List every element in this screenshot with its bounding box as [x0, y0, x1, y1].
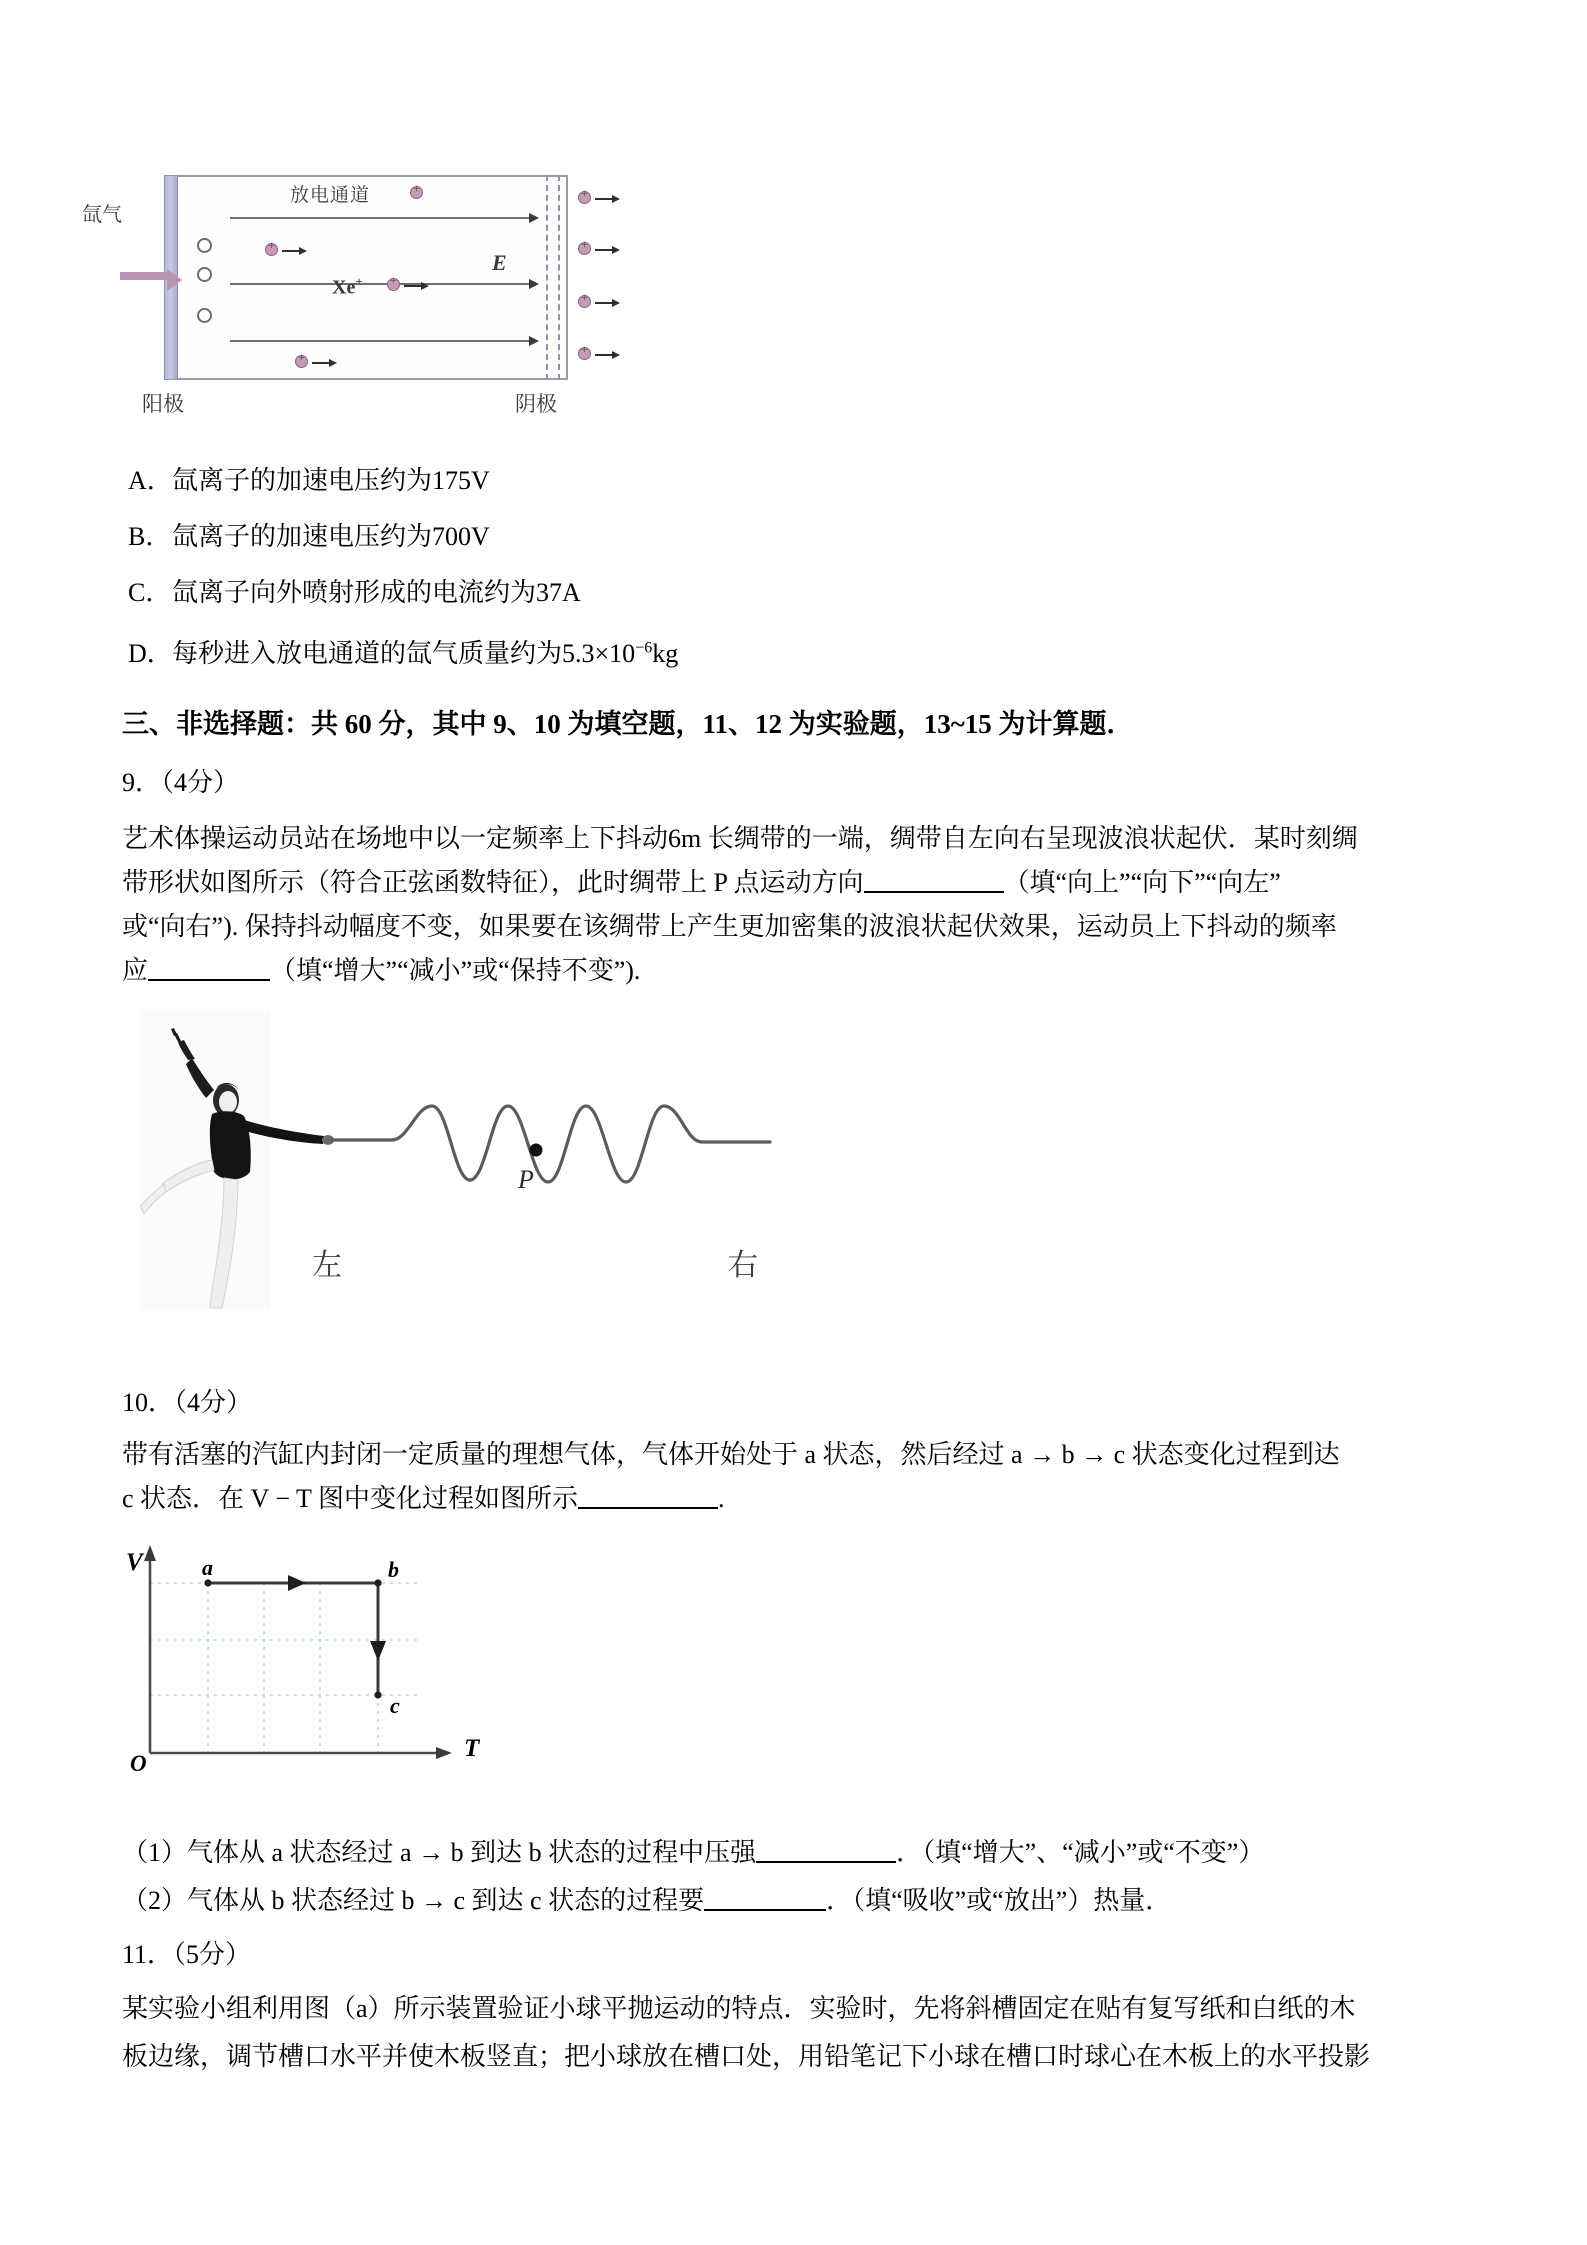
- field-line: [230, 283, 530, 285]
- question-10-line-2: [122, 1478, 1467, 1520]
- question-9-number: 9．（4分）: [122, 768, 240, 797]
- ion-particle-icon: [295, 355, 308, 368]
- state-point-b: [374, 1579, 381, 1586]
- vt-origin-label: O: [130, 1751, 147, 1776]
- cathode-grid: [546, 175, 560, 380]
- ion-particle-icon: [387, 278, 400, 291]
- question-9-line-4-pre: 应: [122, 956, 149, 985]
- anode-label: 阳极: [142, 392, 184, 416]
- gymnast-ribbon-svg: [140, 1010, 820, 1310]
- vt-x-axis-label: T: [464, 1735, 480, 1762]
- vt-graph-svg: [120, 1535, 520, 1790]
- field-line: [230, 217, 530, 219]
- question-10-sub-1-post: ．（填“增大”、“减小”或“不变”）: [896, 1838, 1265, 1867]
- exhaust-arrow: [595, 198, 613, 200]
- field-line: [230, 340, 530, 342]
- option-d-exponent: −6: [635, 639, 653, 657]
- x-axis-arrowhead: [436, 1747, 452, 1759]
- option-d-tag: D．: [128, 639, 173, 668]
- ion-particle-icon: [410, 186, 423, 199]
- vt-point-label-c: c: [390, 1693, 400, 1718]
- answer-blank-q10-0[interactable]: [578, 1481, 718, 1509]
- ion-velocity-arrow: [282, 250, 300, 252]
- option-c-text: 氙离子向外喷射形成的电流约为37A: [172, 578, 581, 607]
- ion-velocity-arrow: [404, 285, 422, 287]
- ion-velocity-arrow: [312, 362, 330, 364]
- section-heading: 三、非选择题：共 60 分，其中 9、10 为填空题，11、12 为实验题，13~15 为计算题．: [122, 709, 1134, 739]
- exhaust-ion-icon: [578, 295, 591, 308]
- vt-point-label-a: a: [202, 1555, 213, 1580]
- question-9-line-4-post: （填“增大”“减小”或“保持不变”).: [270, 956, 641, 985]
- ribbon-wave-curve: [332, 1106, 770, 1182]
- question-11-line-1: 某实验小组利用图（a）所示装置验证小球平抛运动的特点．实验时，先将斜槽固定在贴有复写纸和白纸的木: [122, 1994, 1356, 2023]
- option-d[interactable]: [128, 636, 678, 672]
- point-p-label: P: [518, 1165, 534, 1194]
- anode-hole-icon: [197, 267, 212, 282]
- question-10-line-2-pre: c 状态．在 V − T 图中变化过程如图所示: [122, 1484, 578, 1513]
- answer-blank-q9-2[interactable]: [148, 953, 270, 981]
- question-9-line-2-post: （填“向上”“向下”“向左”: [1003, 868, 1281, 897]
- electric-field-label: E: [492, 250, 507, 275]
- question-10-sub-1-pre: （1）气体从 a 状态经过 a → b 到达 b 状态的过程中压强: [122, 1838, 757, 1867]
- ion-thruster-diagram: [60, 150, 660, 416]
- exhaust-ion-icon: [578, 242, 591, 255]
- question-10-number: 10．（4分）: [122, 1388, 253, 1417]
- answer-blank-q10-2[interactable]: [704, 1883, 826, 1911]
- question-10-sub-2-pre: （2）气体从 b 状态经过 b → c 到达 c 状态的过程要: [122, 1886, 705, 1915]
- volume-temperature-graph: [120, 1535, 520, 1790]
- option-a-tag: A．: [128, 466, 173, 495]
- exhaust-arrow: [595, 354, 613, 356]
- anode-hole-icon: [197, 238, 212, 253]
- exhaust-ion-icon: [578, 191, 591, 204]
- question-10-sub-2-post: ．（填“吸收”或“放出”）热量．: [826, 1886, 1172, 1915]
- question-10-sub-2: [122, 1880, 1467, 1922]
- question-11-number: 11．（5分）: [122, 1940, 252, 1969]
- state-point-c: [374, 1691, 381, 1698]
- option-c[interactable]: [128, 575, 581, 611]
- question-10-sub-1: [122, 1832, 1467, 1874]
- question-11-line-2: 板边缘，调节槽口水平并使木板竖直；把小球放在槽口处，用铅笔记下小球在槽口时球心在木板上的水平投影: [122, 2042, 1371, 2071]
- xenon-ion-label: Xe+: [332, 274, 363, 299]
- gymnast-ribbon-figure: [140, 1010, 820, 1310]
- point-p-marker: [530, 1144, 543, 1157]
- answer-blank-q9-1[interactable]: [864, 865, 1004, 893]
- option-b-tag: B．: [128, 522, 172, 551]
- vt-y-axis-label: V: [126, 1549, 143, 1576]
- option-b-text: 氙离子的加速电压约为700V: [172, 522, 490, 551]
- question-9-line-3: 或“向右”). 保持抖动幅度不变，如果要在该绸带上产生更加密集的波浪状起伏效果，运动员上下抖动的频率: [122, 912, 1337, 941]
- question-9-line-4: [122, 950, 1467, 992]
- xenon-gas-label: 氙气: [82, 204, 122, 226]
- ribbon-right-label: 右: [728, 1248, 758, 1283]
- question-10-line-2-post: .: [717, 1484, 725, 1513]
- question-9-line-2-pre: 带形状如图所示（符合正弦函数特征），此时绸带上 P 点运动方向: [122, 868, 864, 897]
- ion-particle-icon: [265, 243, 278, 256]
- process-ab-arrowhead: [288, 1575, 306, 1591]
- vt-point-label-b: b: [388, 1557, 399, 1582]
- ribbon-left-label: 左: [312, 1248, 342, 1283]
- y-axis-arrowhead: [144, 1545, 156, 1561]
- question-9-line-2: [122, 862, 1467, 904]
- cathode-label: 阴极: [515, 392, 557, 416]
- exhaust-arrow: [595, 302, 613, 304]
- option-d-unit: kg: [652, 639, 679, 668]
- answer-blank-q10-1[interactable]: [756, 1835, 896, 1863]
- discharge-channel-label: 放电通道: [290, 185, 371, 206]
- process-bc-arrowhead: [370, 1641, 386, 1661]
- option-a-text: 氙离子的加速电压约为175V: [172, 466, 490, 495]
- option-d-text: 每秒进入放电通道的氙气质量约为5.3×10: [172, 639, 636, 668]
- option-c-tag: C．: [128, 578, 172, 607]
- anode-hole-icon: [197, 308, 212, 323]
- exhaust-ion-icon: [578, 347, 591, 360]
- option-a[interactable]: [128, 463, 490, 499]
- option-b[interactable]: [128, 519, 490, 555]
- gas-inflow-arrow: [120, 272, 168, 280]
- question-9-line-1: 艺术体操运动员站在场地中以一定频率上下抖动6m 长绸带的一端，绸带自左向右呈现波浪状起伏．某时刻绸: [122, 824, 1358, 853]
- question-10-line-1: 带有活塞的汽缸内封闭一定质量的理想气体，气体开始处于 a 状态，然后经过 a → b → c 状态变化过程到达: [122, 1440, 1340, 1469]
- exhaust-arrow: [595, 249, 613, 251]
